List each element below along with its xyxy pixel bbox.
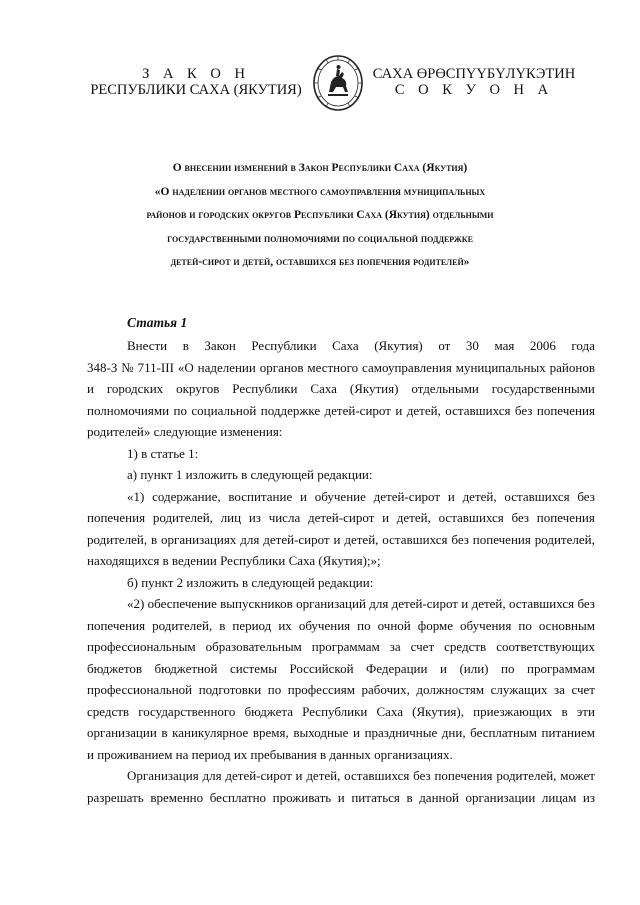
body-line: организации в каникулярное время, выходные и праздничные дни, бесплатным питанием xyxy=(87,725,595,740)
header-right-line1: САХА ӨРӨСПҮҮБҮЛҮКЭТИН xyxy=(372,66,576,82)
body-line: Организация для детей-сирот и детей, оставшихся без попечения родителей, может xyxy=(127,768,595,783)
body-line: средств государственного бюджета Республики Саха (Якутия), приезжающих в эти xyxy=(87,703,595,719)
header-left-line2: РЕСПУБЛИКИ САХА (ЯКУТИЯ) xyxy=(90,82,302,98)
header-left-line1: З А К О Н xyxy=(142,66,250,82)
header-left xyxy=(86,66,306,98)
title-line: детей-сирот и детей, оставшихся без попечения родителей» xyxy=(170,256,470,268)
body-line: и городских округов Республики Саха (Якутия) отдельными государственными xyxy=(87,381,595,396)
title-line: государственными полномочиями по социальной поддержке xyxy=(167,232,473,245)
title-line: «О наделении органов местного самоуправления муниципальных xyxy=(154,185,486,198)
body-line: находящихся в ведении Республики Саха (Якутия);»; xyxy=(87,553,381,568)
coat-of-arms-emblem-icon xyxy=(312,54,364,112)
title-line: районов и городских округов Республики Саха (Якутия) отдельными xyxy=(146,209,494,221)
body-line: бюджетов бюджетной системы Российской Федерации и (или) по программам xyxy=(87,660,595,676)
body-line: профессиональной подготовки по профессиям рабочих, должностям служащих за счет xyxy=(87,682,595,697)
body-line: а) пункт 1 изложить в следующей редакции: xyxy=(127,467,373,482)
header-right-line2: С О К У О Н А xyxy=(394,82,554,98)
body-line: родителей» следующие изменения: xyxy=(87,424,283,439)
body-line: разрешать временно бесплатно проживать и питаться в данной организации лицам из xyxy=(87,789,595,805)
body-line: «2) обеспечение выпускников организаций для детей-сирот и детей, оставшихся без xyxy=(127,596,595,611)
body-line: б) пункт 2 изложить в следующей редакции: xyxy=(127,574,374,590)
title-line: О внесении изменений в Закон Республики Саха (Якутия) xyxy=(172,162,468,174)
body-line: попечения родителей, лиц из числа детей-сирот и детей, оставшихся без попечения xyxy=(87,510,595,525)
article-heading: Статья 1 xyxy=(127,315,188,330)
article-body xyxy=(87,335,595,808)
body-line: попечения родителей, в период их обучения по очной форме обучения по основным xyxy=(87,617,595,633)
body-line: профессиональным образовательным программам за счет средств соответствующих xyxy=(87,639,595,654)
body-line: родителей, в организациях для детей-сирот и детей, оставшихся без попечения родителей, xyxy=(87,531,595,547)
body-line: «1) содержание, воспитание и обучение детей-сирот и детей, оставшихся без xyxy=(127,488,595,504)
header-right xyxy=(360,66,588,98)
body-line: 1) в статье 1: xyxy=(127,445,199,461)
document-title xyxy=(100,157,540,275)
body-line: и проживанием на период их пребывания в данных организациях. xyxy=(87,746,453,762)
body-line: полномочиями по социальной поддержке детей-сирот и детей, оставшихся без попечения xyxy=(87,402,595,418)
body-line: 348-З № 711-III «О наделении органов местного самоуправления муниципальных районов xyxy=(87,359,595,375)
body-line: Внести в Закон Республики Саха (Якутия) от 30 мая 2006 года xyxy=(127,338,595,353)
